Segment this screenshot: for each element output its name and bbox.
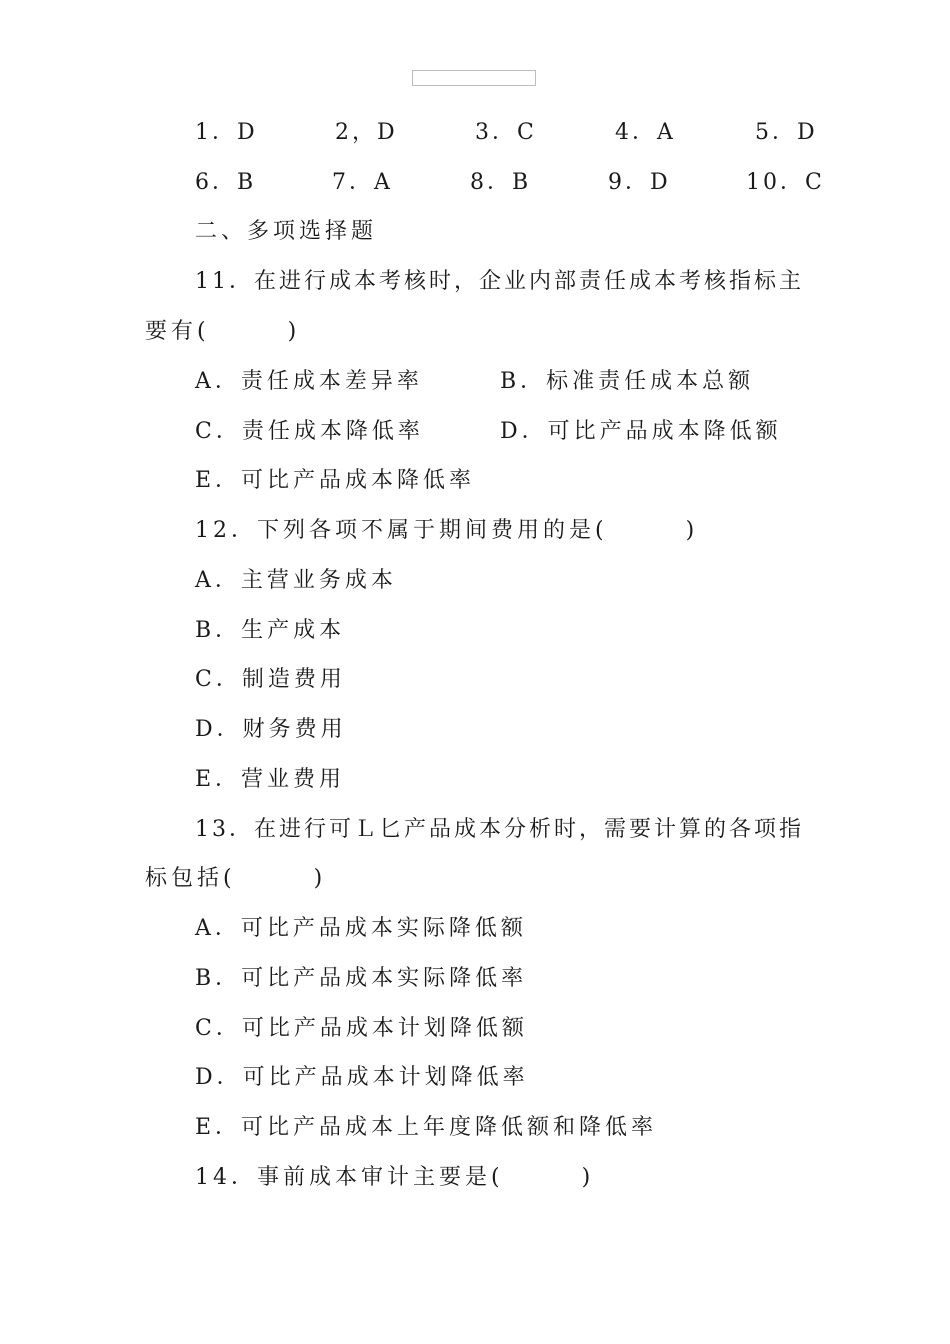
- answer-9: 9．D: [608, 170, 671, 195]
- answer-5: 5．D: [755, 120, 818, 145]
- header-box: [412, 70, 536, 86]
- answer-8: 8．B: [470, 170, 532, 195]
- q12-option-b: B．生产成本: [195, 618, 346, 643]
- q12-option-c: C．制造费用: [195, 667, 346, 692]
- q13-stem-line2: 标包括( ): [145, 866, 327, 891]
- q11-option-b: B．标准责任成本总额: [500, 369, 755, 394]
- q13-option-d: D．可比产品成本计划降低率: [195, 1065, 529, 1090]
- q13-option-a: A．可比产品成本实际降低额: [195, 916, 527, 941]
- answer-3: 3．C: [475, 120, 537, 145]
- answer-10: 10．C: [746, 170, 825, 195]
- q11-option-e: E．可比产品成本降低率: [195, 468, 476, 493]
- answer-7: 7．A: [332, 170, 393, 195]
- q11-option-d: D．可比产品成本降低额: [500, 419, 782, 444]
- q11-stem-line2: 要有( ): [145, 319, 301, 344]
- q11-option-c: C．责任成本降低率: [195, 419, 424, 444]
- q13-stem-line1: 13．在进行可Ｌ匕产品成本分析时，需要计算的各项指: [195, 817, 804, 842]
- q12-option-a: A．主营业务成本: [195, 568, 397, 593]
- answer-6: 6．B: [195, 170, 257, 195]
- q11-option-a: A．责任成本差异率: [195, 369, 423, 394]
- q11-stem-line1: 11．在进行成本考核时，企业内部责任成本考核指标主: [195, 269, 804, 294]
- q12-option-d: D．财务费用: [195, 717, 347, 742]
- q12-stem: 12．下列各项不属于期间费用的是( ): [195, 518, 699, 543]
- answer-4: 4．A: [615, 120, 676, 145]
- q13-option-b: B．可比产品成本实际降低率: [195, 966, 528, 991]
- q14-stem: 14．事前成本审计主要是( ): [195, 1165, 595, 1190]
- section-title: 二、多项选择题: [195, 219, 378, 244]
- answer-1: 1．D: [195, 120, 258, 145]
- q12-option-e: E．营业费用: [195, 767, 346, 792]
- q13-option-e: E．可比产品成本上年度降低额和降低率: [195, 1115, 658, 1140]
- q13-option-c: C．可比产品成本计划降低额: [195, 1016, 528, 1041]
- answer-2: 2，D: [335, 120, 398, 145]
